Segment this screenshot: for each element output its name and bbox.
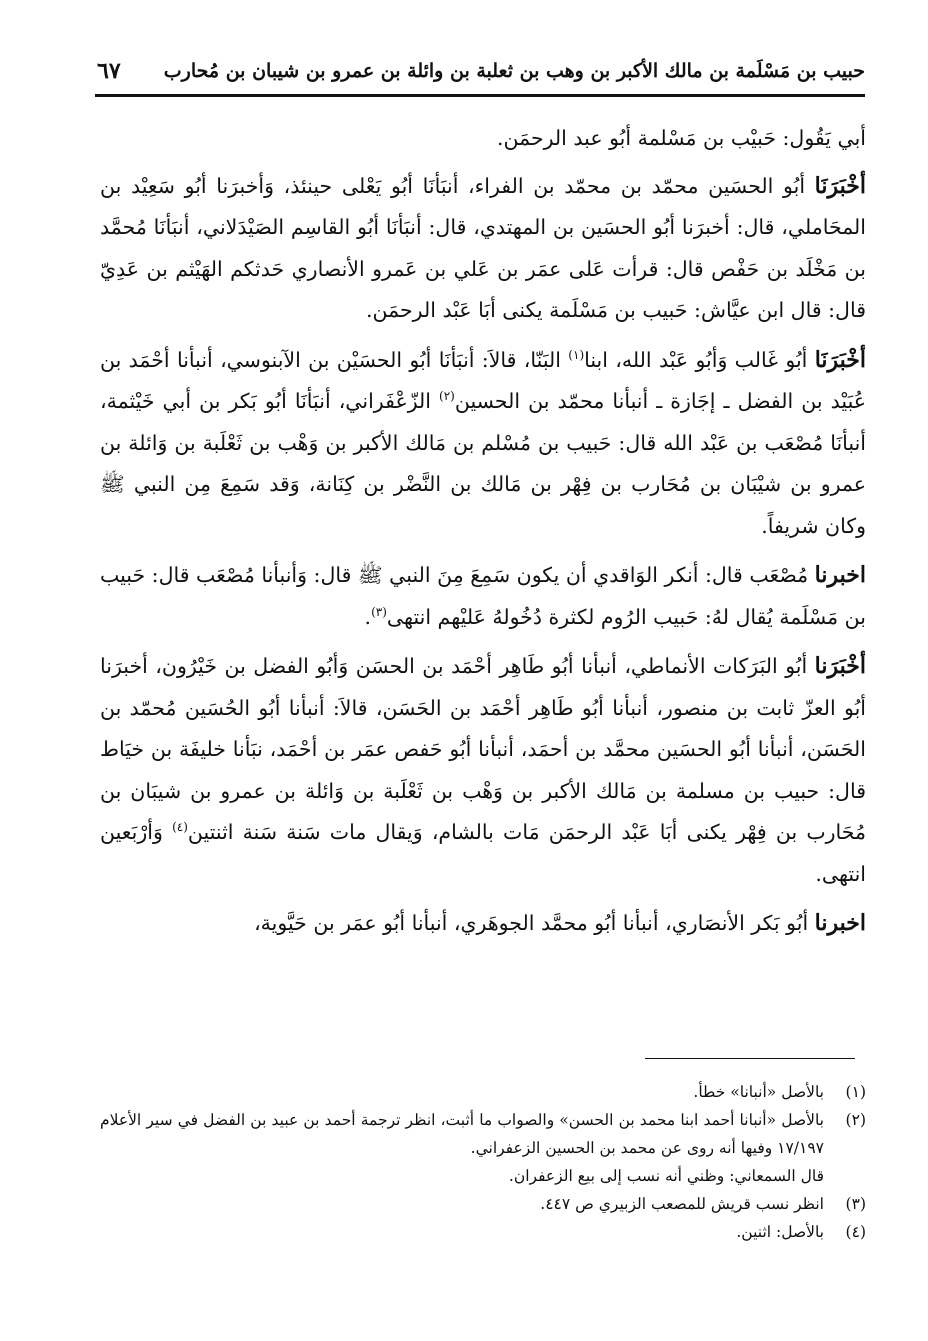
paragraph-lead: اخبرنا [814,910,866,936]
footnote-number: (٢) [845,1111,866,1129]
footnote-ref: (١) [568,347,585,362]
footnote [100,1190,866,1218]
paragraph-lead: أخْبَرَنَا [814,346,867,373]
page-number: ٦٧ [97,58,121,84]
footnote-number: (٣) [845,1195,866,1213]
footnote-ref: (٣) [371,604,387,619]
footnote [100,1106,866,1162]
running-title: حبيب بن مَسْلَمة بن مالك الأكبر بن وهب بن ثعلبة بن وائلة بن عمرو بن شيبان بن مُحارب [163,60,865,82]
paragraph [100,555,866,638]
main-text [100,118,866,953]
footnote [100,1218,866,1246]
paragraph-text: أبُو البَرَكات الأنماطي، أنبأنا أبُو طَاهِر أحْمَد بن الحسَن وَأبُو الفضل بن خَيْرُون، أخبرَنا أبُو العزّ ثابت بن منصور، أنبأنا أبُو طَاهِر أحْمَد بن الحَسَن، قالاَ: أنبأنا أبُو الحُسَين مُحمّد بن الحَسَن، أنبأنا أبُو الحسَين محمَّد بن أحمَد، أنبأنا أبُو حَفص عمَر بن أحْمَد، نبَأنا خليفَة بن خيَاط قال: حبيب بن مسلمة بن مَالك الأكبر بن وَهْب بن ثَعْلَبة بن وَائلة بن عمرو بن شيبَان بن مُحَارب بن فِهْر يكنى أبَا عَبْد الرحمَن مَات بالشام، وَيقال مات سَنة سَنة اثنتين [100,654,866,844]
footnote-number: (٤) [845,1223,866,1241]
paragraph-lead: أخْبَرَنَا [814,172,866,199]
paragraph-text: وَأرْبَعين انتهى. [100,820,866,886]
footnote-ref: (٤) [172,820,188,835]
paragraph [100,903,866,945]
footnote-text: بالأصل «أنبانا أحمد ابنا محمد بن الحسن» والصواب ما أثبت، انظر ترجمة أحمد بن عبيد بن الفضل في سير الأعلام ١٧/١٩٧ وفيها أنه روى عن محمد بن الحسين الزعفراني. [100,1111,824,1157]
paragraph-lead: اخبرنا [814,562,866,588]
paragraph [100,118,866,160]
paragraph-text: مُصْعَب قال: أنكر الوَاقدي أن يكون سَمِعَ مِنَ النبي ﷺ قال: وَأنبأنا مُصْعَب قال: حَبيب بن مَسْلَمة يُقال لهُ: حَبيب الرُوم لكثرة دُخُولهُ عَليْهم انتهى [99,563,866,629]
footnote-text: بالأصل «أنبانا» خطأ. [693,1083,824,1101]
footnotes [100,1078,866,1246]
footnote-text: بالأصل: اثنين. [736,1223,824,1241]
footnote-separator [645,1058,855,1059]
footnote-continuation: قال السمعاني: وظني أنه نسب إلى بيع الزعفران. [508,1167,824,1185]
footnote [100,1078,866,1106]
footnote-number: (١) [845,1083,866,1101]
paragraph-text: الزّعْفَراني، أنبَأنَا أبُو بَكر بن أبي خَيْثمة، أنبأنَا مُصْعَب بن عَبْد الله قال: حَبيب بن مُسْلم بن مَالك الأكبر بن وَهْب بن ثَعْلَبة بن وَائلة بن عمرو بن شيْبَان بن مُحَارب بن فِهْر بن مَالك بن النَّضْر بن كِنَانة، وَقد سَمِعَ مِن النبي ﷺ وكان شريفاً. [100,389,866,538]
page-header [95,54,865,97]
footnote-ref: (٢) [439,389,455,404]
paragraph-text: أبُو بَكر الأنصَاري، أنبأنا أبُو محمَّد الجوهَري، أنبأنا أبُو عمَر بن حَيَّوية، [254,911,815,935]
paragraph-text: أبُو الحسَين محمّد بن محمّد بن الفراء، أنبَأنَا أبُو يَعْلى حينئذ، وَأخبرَنا أبُو سَعِيْد بن المحَاملي، قال: أخبرَنا أبُو الحسَين بن المهتدي، قال: أنبَأنَا أبُو القاسِم الصَيْدَلاني، أنبَأنَا مُحمَّد بن مَخْلَد بن حَفْص قال: قرأت عَلى عمَر بن عَلي بن عَمرو الأنصاري حَدثكم الهَيْثم بن عَدِيّ قال: قال ابن عيَّاش: حَبيب بن مَسْلَمة يكنى أبَا عَبْد الرحمَن. [100,173,866,322]
paragraph-text: أبُو غَالب وَأبُو عَبْد الله، ابنا [584,347,815,372]
paragraph [100,340,866,548]
paragraph-text: البَنّا، قالاَ: أنبَأنَا أبُو الحسَيْن بن الآبنوسي، أنبأنا أحْمَد بن عُبَيْد بن الفضل ـ إجَازة ـ أنبأنا محمّد بن الحسين [100,347,866,413]
paragraph-lead: أخْبَرَنا [814,653,866,679]
paragraph [100,646,866,895]
paragraph-text: أبي يَقُول: حَبيْب بن مَسْلمة أبُو عبد الرحمَن. [496,126,866,150]
paragraph [100,166,866,332]
footnote-text: انظر نسب قريش للمصعب الزبيري ص ٤٤٧. [540,1195,824,1213]
paragraph-text: . [364,604,372,629]
